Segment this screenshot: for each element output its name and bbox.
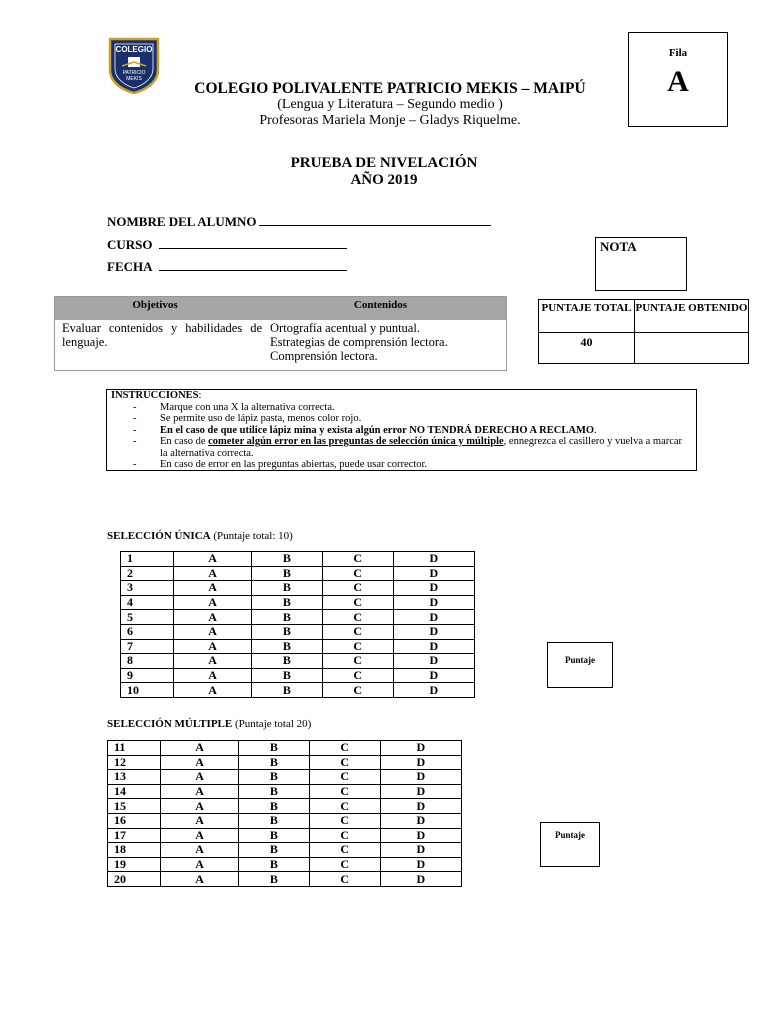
answer-option-a[interactable]: A: [161, 857, 239, 872]
question-number: 9: [121, 668, 174, 683]
question-number: 16: [108, 813, 161, 828]
multiple-choice-grid: [107, 740, 462, 887]
student-name-field[interactable]: [107, 214, 491, 230]
school-logo: [106, 36, 162, 94]
answer-option-a[interactable]: A: [174, 624, 252, 639]
answer-option-b[interactable]: B: [238, 741, 309, 756]
answer-option-c[interactable]: C: [322, 654, 393, 669]
answer-option-a[interactable]: A: [161, 770, 239, 785]
question-number: 1: [121, 552, 174, 567]
exam-title-line2: AÑO 2019: [350, 172, 418, 188]
answer-option-c[interactable]: C: [322, 683, 393, 698]
question-number: 20: [108, 872, 161, 887]
answer-option-b[interactable]: B: [251, 595, 322, 610]
answer-option-d[interactable]: D: [393, 624, 474, 639]
answer-option-d[interactable]: D: [380, 784, 461, 799]
question-number: 12: [108, 755, 161, 770]
single-choice-grid: [120, 551, 475, 698]
answer-option-c[interactable]: C: [309, 813, 380, 828]
row-label: Fila: [668, 47, 688, 59]
answer-option-b[interactable]: B: [251, 668, 322, 683]
course-subtitle: (Lengua y Literatura – Segundo medio ): [277, 97, 503, 112]
answer-row: [108, 857, 462, 872]
instructions-box: [106, 389, 697, 471]
exam-title-line1: PRUEBA DE NIVELACIÓN: [290, 155, 478, 171]
answer-option-a[interactable]: A: [174, 595, 252, 610]
answer-row: [108, 872, 462, 887]
answer-option-c[interactable]: C: [309, 872, 380, 887]
objectives-header: Objetivos: [132, 299, 178, 311]
answer-option-d[interactable]: D: [393, 581, 474, 596]
answer-option-b[interactable]: B: [251, 624, 322, 639]
question-number: 14: [108, 784, 161, 799]
answer-option-c[interactable]: C: [309, 799, 380, 814]
answer-option-d[interactable]: D: [393, 552, 474, 567]
obtained-score-header: PUNTAJE OBTENIDO: [635, 300, 749, 333]
answer-row: [121, 639, 475, 654]
answer-option-a[interactable]: A: [161, 784, 239, 799]
answer-row: [121, 683, 475, 698]
answer-option-c[interactable]: C: [322, 595, 393, 610]
content-item: Comprensión lectora.: [270, 349, 378, 363]
answer-option-d[interactable]: D: [393, 566, 474, 581]
answer-row: [121, 566, 475, 581]
answer-option-b[interactable]: B: [238, 813, 309, 828]
score-table: [538, 299, 749, 364]
answer-option-b[interactable]: B: [251, 552, 322, 567]
instruction-item: - En caso de cometer algún error en las preguntas de selección única y múltiple, ennegrezca el casillero y vuelva a marcar la alternativa correcta.: [133, 436, 683, 459]
single-choice-score-box[interactable]: [547, 642, 613, 688]
answer-option-d[interactable]: D: [380, 813, 461, 828]
multiple-choice-title: SELECCIÓN MÚLTIPLE (Puntaje total 20): [107, 718, 312, 730]
answer-option-c[interactable]: C: [309, 828, 380, 843]
single-choice-title: SELECCIÓN ÚNICA (Puntaje total: 10): [107, 530, 293, 542]
answer-option-d[interactable]: D: [380, 872, 461, 887]
question-number: 6: [121, 624, 174, 639]
answer-row: [108, 770, 462, 785]
question-number: 5: [121, 610, 174, 625]
answer-option-d[interactable]: D: [393, 610, 474, 625]
instruction-item: - Se permite uso de lápiz pasta, menos color rojo.: [133, 413, 362, 424]
single-choice-score-label: Puntaje: [565, 655, 595, 665]
answer-option-a[interactable]: A: [174, 668, 252, 683]
content-item: Ortografía acentual y puntual.: [270, 321, 420, 335]
answer-option-d[interactable]: D: [393, 639, 474, 654]
multiple-choice-score-label: Puntaje: [555, 830, 585, 840]
total-score-header: PUNTAJE TOTAL: [539, 300, 635, 333]
answer-option-d[interactable]: D: [393, 595, 474, 610]
answer-row: [108, 843, 462, 858]
answer-option-d[interactable]: D: [380, 857, 461, 872]
answer-option-a[interactable]: A: [161, 843, 239, 858]
question-number: 15: [108, 799, 161, 814]
logo-text-mid: PATRICIO: [122, 70, 146, 76]
question-number: 18: [108, 843, 161, 858]
answer-option-c[interactable]: C: [309, 770, 380, 785]
answer-row: [108, 784, 462, 799]
question-number: 3: [121, 581, 174, 596]
answer-option-a[interactable]: A: [174, 566, 252, 581]
answer-option-b[interactable]: B: [238, 843, 309, 858]
answer-option-c[interactable]: C: [322, 624, 393, 639]
question-number: 2: [121, 566, 174, 581]
answer-option-b[interactable]: B: [251, 639, 322, 654]
answer-option-d[interactable]: D: [380, 770, 461, 785]
total-score-value: 40: [539, 333, 635, 364]
objectives-table-body: [55, 320, 506, 363]
answer-option-a[interactable]: A: [161, 872, 239, 887]
answer-row: [108, 755, 462, 770]
answer-option-d[interactable]: D: [380, 741, 461, 756]
instruction-item: - Marque con una X la alternativa correcta.: [133, 401, 335, 413]
answer-option-d[interactable]: D: [380, 843, 461, 858]
answer-option-a[interactable]: A: [161, 828, 239, 843]
question-number: 8: [121, 654, 174, 669]
answer-option-c[interactable]: C: [309, 857, 380, 872]
content-item: Estrategias de comprensión lectora.: [270, 335, 448, 349]
course-line[interactable]: [159, 237, 347, 249]
obtained-score-cell[interactable]: [635, 333, 749, 364]
answer-option-b[interactable]: B: [238, 828, 309, 843]
answer-row: [121, 668, 475, 683]
answer-option-a[interactable]: A: [161, 741, 239, 756]
contents-list: [262, 321, 448, 363]
instruction-item: - En caso de error en las preguntas abiertas, puede usar corrector.: [133, 459, 428, 470]
answer-option-c[interactable]: C: [322, 566, 393, 581]
answer-option-c[interactable]: C: [322, 668, 393, 683]
answer-option-a[interactable]: A: [174, 552, 252, 567]
instruction-item: - En el caso de que utilice lápiz mina y exista algún error NO TENDRÁ DERECHO A RECLAMO.: [133, 424, 597, 436]
grade-label: NOTA: [600, 239, 637, 254]
answer-row: [108, 799, 462, 814]
instructions-title: INSTRUCCIONES:: [111, 390, 202, 401]
answer-option-a[interactable]: A: [174, 654, 252, 669]
answer-row: [108, 828, 462, 843]
question-number: 7: [121, 639, 174, 654]
answer-option-d[interactable]: D: [380, 755, 461, 770]
grade-box[interactable]: [595, 237, 687, 291]
school-name: COLEGIO POLIVALENTE PATRICIO MEKIS – MAIPÚ: [194, 80, 586, 97]
answer-option-c[interactable]: C: [309, 843, 380, 858]
student-name-label: NOMBRE DEL ALUMNO: [107, 214, 257, 229]
row-letter: A: [667, 65, 689, 98]
logo-text-bot: MEKIS: [126, 76, 142, 82]
answer-option-a[interactable]: A: [161, 813, 239, 828]
logo-text-top: COLEGIO: [115, 45, 153, 54]
answer-option-a[interactable]: A: [161, 755, 239, 770]
student-name-line[interactable]: [259, 214, 491, 226]
answer-option-b[interactable]: B: [251, 683, 322, 698]
question-number: 4: [121, 595, 174, 610]
answer-option-b[interactable]: B: [238, 755, 309, 770]
answer-option-d[interactable]: D: [380, 799, 461, 814]
exam-title: [160, 155, 608, 189]
multiple-choice-score-box[interactable]: [540, 822, 600, 867]
answer-option-b[interactable]: B: [251, 654, 322, 669]
row-box: [628, 32, 728, 127]
answer-option-b[interactable]: B: [238, 799, 309, 814]
answer-option-c[interactable]: C: [309, 755, 380, 770]
objectives-table: [54, 296, 507, 371]
answer-option-c[interactable]: C: [309, 741, 380, 756]
answer-option-d[interactable]: D: [393, 668, 474, 683]
answer-option-d[interactable]: D: [380, 828, 461, 843]
answer-option-a[interactable]: A: [174, 683, 252, 698]
answer-option-b[interactable]: B: [238, 770, 309, 785]
question-number: 10: [121, 683, 174, 698]
answer-option-b[interactable]: B: [251, 610, 322, 625]
answer-row: [108, 741, 462, 756]
answer-row: [108, 813, 462, 828]
course-field[interactable]: [107, 237, 347, 253]
answer-option-a[interactable]: A: [174, 610, 252, 625]
answer-option-b[interactable]: B: [238, 784, 309, 799]
course-label: CURSO: [107, 237, 153, 252]
answer-option-a[interactable]: A: [174, 581, 252, 596]
answer-row: [121, 654, 475, 669]
answer-option-a[interactable]: A: [161, 799, 239, 814]
answer-option-b[interactable]: B: [238, 872, 309, 887]
answer-option-b[interactable]: B: [251, 566, 322, 581]
answer-option-c[interactable]: C: [322, 552, 393, 567]
question-number: 13: [108, 770, 161, 785]
answer-row: [121, 624, 475, 639]
instructions-list: [111, 402, 692, 471]
date-line[interactable]: [159, 259, 347, 271]
answer-row: [121, 610, 475, 625]
answer-option-b[interactable]: B: [251, 581, 322, 596]
objectives-table-header: [55, 297, 506, 320]
question-number: 11: [108, 741, 161, 756]
answer-row: [121, 581, 475, 596]
answer-option-c[interactable]: C: [322, 610, 393, 625]
answer-option-d[interactable]: D: [393, 654, 474, 669]
teachers-line: Profesoras Mariela Monje – Gladys Riquelme.: [259, 113, 521, 128]
answer-option-a[interactable]: A: [174, 639, 252, 654]
answer-option-c[interactable]: C: [309, 784, 380, 799]
contents-header: Contenidos: [353, 299, 408, 311]
answer-option-c[interactable]: C: [322, 581, 393, 596]
answer-row: [121, 595, 475, 610]
answer-option-d[interactable]: D: [393, 683, 474, 698]
question-number: 17: [108, 828, 161, 843]
date-field[interactable]: [107, 259, 347, 275]
answer-option-c[interactable]: C: [322, 639, 393, 654]
objective-text: Evaluar contenidos y habilidades de lenguaje.: [62, 321, 262, 349]
answer-row: [121, 552, 475, 567]
date-label: FECHA: [107, 259, 153, 274]
question-number: 19: [108, 857, 161, 872]
answer-option-b[interactable]: B: [238, 857, 309, 872]
